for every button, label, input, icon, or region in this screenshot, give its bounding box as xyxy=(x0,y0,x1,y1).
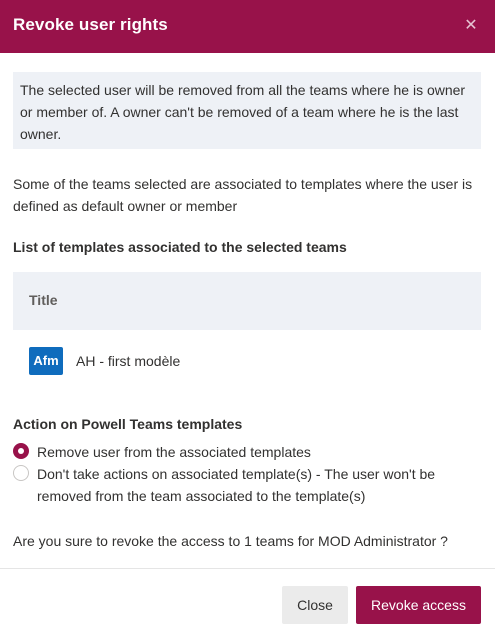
template-name: AH - first modèle xyxy=(76,353,181,369)
dialog-header xyxy=(0,0,495,53)
confirmation-text: Are you sure to revoke the access to 1 teams for MOD Administrator ? xyxy=(13,533,448,549)
templates-note: Some of the teams selected are associated to templates where the user is defined as default owner or member xyxy=(13,176,473,214)
info-message: The selected user will be removed from all the teams where he is owner or member of. A owner can't be removed of a team where he is the last owner. xyxy=(13,72,481,149)
column-title-header: Title xyxy=(29,292,58,308)
radio-remove-from-templates[interactable] xyxy=(13,441,483,463)
radio-no-action[interactable] xyxy=(13,463,483,507)
close-button[interactable]: Close xyxy=(282,586,348,624)
template-badge: Afm xyxy=(29,347,63,375)
action-section-title: Action on Powell Teams templates xyxy=(13,416,243,432)
close-icon[interactable]: ✕ xyxy=(464,17,478,34)
dialog-title: Revoke user rights xyxy=(13,15,168,34)
templates-list-title: List of templates associated to the selected teams xyxy=(13,239,347,255)
radio-label: Remove user from the associated templates xyxy=(37,444,311,460)
footer-divider xyxy=(0,568,495,569)
radio-unselected-icon[interactable] xyxy=(13,465,29,481)
table-row xyxy=(13,330,481,392)
templates-table-header xyxy=(13,272,481,330)
radio-label: Don't take actions on associated template(s) - The user won't be removed from the team associated to the template(s) xyxy=(37,466,436,504)
radio-selected-icon[interactable] xyxy=(13,443,29,459)
revoke-access-button[interactable]: Revoke access xyxy=(356,586,481,624)
